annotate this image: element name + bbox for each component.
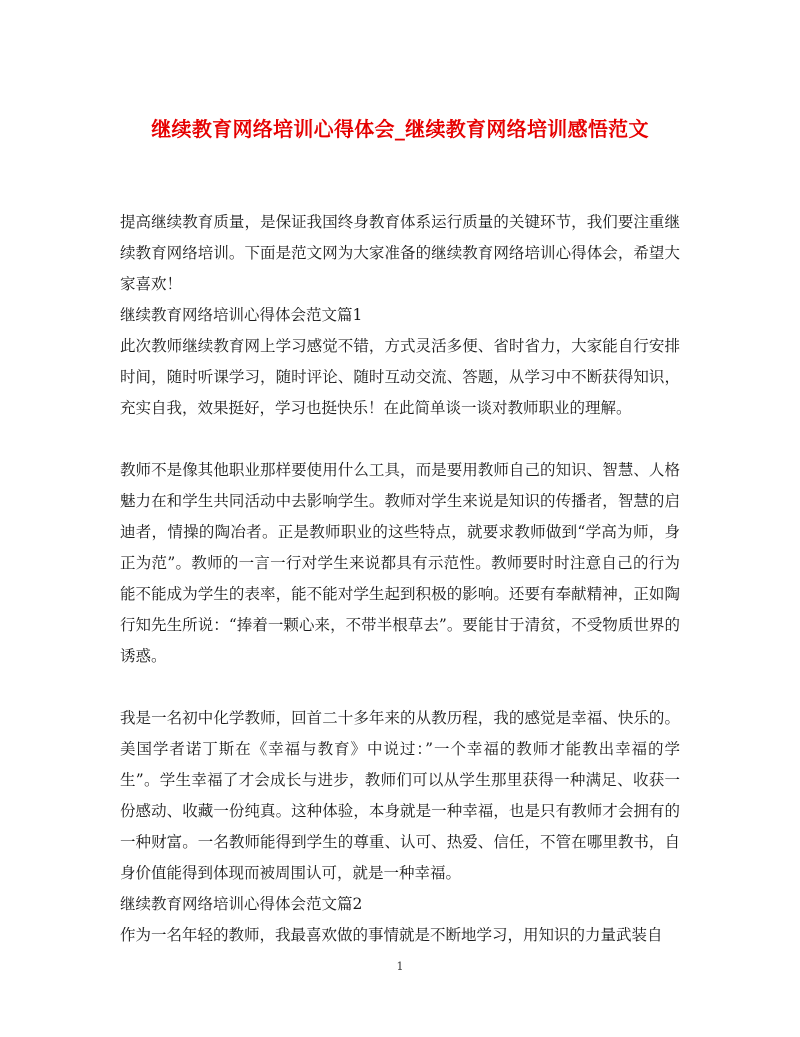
intro-paragraph: 提高继续教育质量，是保证我国终身教育体系运行质量的关键环节，我们要注重继续教育网络培训。下面是范文网为大家准备的继续教育网络培训心得体会，希望大家喜欢！ [120, 213, 680, 293]
body-paragraph: 我是一名初中化学教师，回首二十多年来的从教历程，我的感觉是幸福、快乐的。美国学者诺丁斯在《幸福与教育》中说过：”一个幸福的教师才能教出幸福的学生”。学生幸福了才会成长与进步，教师们可以从学生那里获得一种满足、收获一份感动、收藏一份纯真。这种体验，本身就是一种幸福，也是只有教师才会拥有的一种财富。一名教师能得到学生的尊重、认可、热爱、信任，不管在哪里教书，自身价值能得到体现而被周围认可，就是一种幸福。 [120, 709, 680, 882]
document-body [120, 207, 680, 951]
body-paragraph: 作为一名年轻的教师，我最喜欢做的事情就是不断地学习，用知识的力量武装自 [120, 926, 663, 944]
paragraph-spacer [120, 672, 680, 703]
page-number: 1 [396, 960, 404, 973]
paragraph-spacer [120, 424, 680, 455]
body-paragraph: 教师不是像其他职业那样要使用什么工具，而是要用教师自己的知识、智慧、人格魅力在和学生共同活动中去影响学生。教师对学生来说是知识的传播者，智慧的启迪者，情操的陶冶者。正是教师职业的这些特点，就要求教师做到“学高为师，身正为范”。教师的一言一行对学生来说都具有示范性。教师要时时注意自己的行为能不能成为学生的表率，能不能对学生起到积极的影响。还要有奉献精神，正如陶行知先生所说：“捧着一颗心来，不带半根草去”。要能甘于清贫，不受物质世界的诱惑。 [120, 461, 680, 665]
body-paragraph: 此次教师继续教育网上学习感觉不错，方式灵活多便、省时省力，大家能自行安排时间，随时听课学习，随时评论、随时互动交流、答题，从学习中不断获得知识，充实自我，效果挺好，学习也挺快乐！在此简单谈一谈对教师职业的理解。 [120, 337, 680, 417]
document-title: 继续教育网络培训心得体会_继续教育网络培训感悟范文 [151, 117, 649, 141]
section-heading-2: 继续教育网络培训心得体会范文篇2 [120, 895, 363, 913]
section-heading-1: 继续教育网络培训心得体会范文篇1 [120, 306, 363, 324]
